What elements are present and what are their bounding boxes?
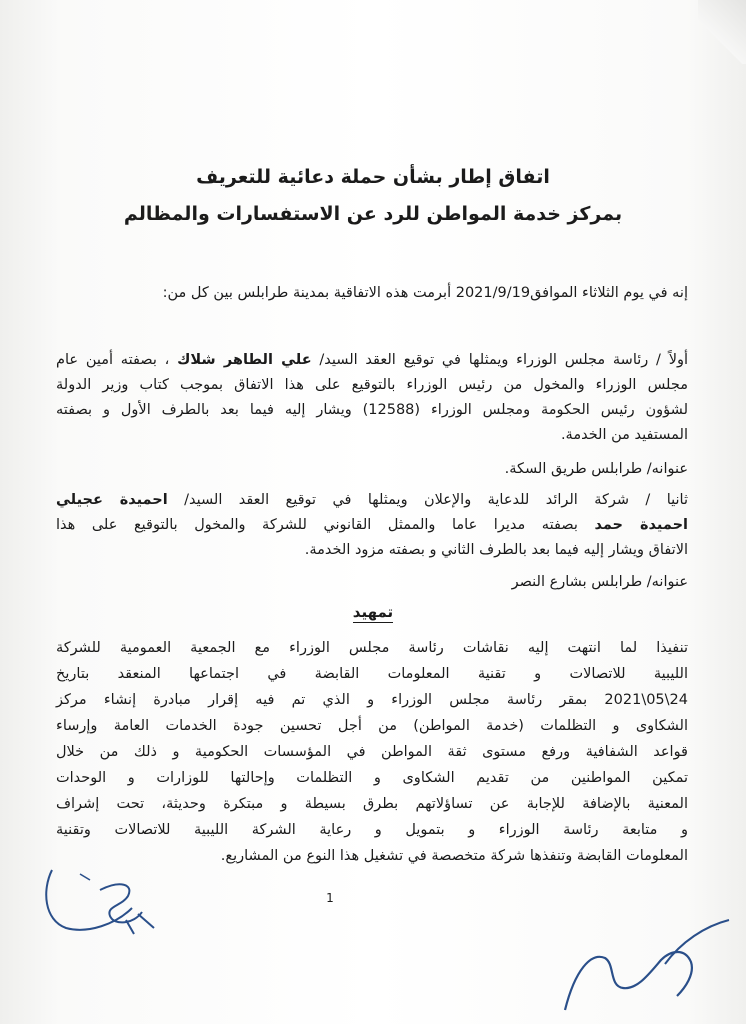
second-party-prefix: ثانيا / شركة الرائد للدعاية والإعلان ويمثلها في توقيع العقد السيد/ (167, 492, 688, 508)
preamble-line: قواعد الشفافية ورفع مستوى ثقة المواطن في المؤسسات الحكومية و ذلك من خلال (56, 744, 688, 760)
preamble-line: تمكين المواطنين من تقديم الشكاوى و التظلمات وإحالتها للوزارات و الوحدات (56, 770, 688, 786)
first-party-line-1 (56, 352, 688, 368)
signature-initials-left (30, 850, 180, 950)
preamble-line: و متابعة رئاسة الوزراء و بتمويل و رعاية الشركة الليبية للاتصالات وتقنية (56, 822, 688, 838)
preamble-line: المعنية بالإضافة للإجابة عن تساؤلاتهم بطرق بسيطة و مبتكرة وحديثة، تحت إشراف (56, 796, 688, 812)
first-party-representative-name: علي الطاهر شلاك (177, 352, 312, 368)
intro-paragraph: إنه في يوم الثلاثاء الموافق2021/9/19 أبرمت هذه الاتفاقية بمدينة طرابلس بين كل من: (162, 285, 688, 301)
second-party-line-1 (56, 492, 688, 508)
signature-right (545, 900, 745, 1024)
first-party-prefix: أولاً / رئاسة مجلس الوزراء ويمثلها في توقيع العقد السيد/ (311, 352, 688, 368)
title-line-1: اتفاق إطار بشأن حملة دعائية للتعريف (196, 166, 550, 188)
page-fold-corner (698, 0, 746, 64)
second-party-representative-name: احميدة عجيلي (56, 492, 168, 508)
preamble-line: المعلومات القابضة وتنفذها شركة متخصصة في تشغيل هذا النوع من المشاريع. (220, 848, 688, 864)
first-party-address: عنوانه/ طرابلس طريق السكة. (504, 461, 688, 477)
second-party-line-2-text: بصفته مديرا عاما والممثل القانوني للشركة والمخول بالتوقيع على هذا (56, 517, 595, 533)
preamble-heading: تمهيد (352, 603, 394, 621)
first-party-line-2: مجلس الوزراء والمخول من رئيس الوزراء بالتوقيع على هذا الاتفاق بموجب كتاب وزير الدولة (56, 377, 688, 393)
preamble-line: الليبية للاتصالات و تقنية المعلومات القابضة في اجتماعها المنعقد بتاريخ (56, 666, 688, 682)
first-party-suffix: ، بصفته أمين عام (56, 352, 178, 368)
second-party-line-3: الاتفاق ويشار إليه فيما بعد بالطرف الثاني و بصفته مزود الخدمة. (304, 542, 688, 558)
second-party-address: عنوانه/ طرابلس بشارع النصر (511, 574, 688, 590)
second-party-line-2 (56, 517, 688, 533)
preamble-line: 24\05\2021 بمقر رئاسة مجلس الوزراء و الذي تم فيه إقرار مبادرة إنشاء مركز (56, 692, 688, 708)
first-party-line-3: لشؤون رئيس الحكومة ومجلس الوزراء (12588) ويشار إليه فيما بعد بالطرف الأول و بصفته (56, 402, 688, 418)
title-line-2: بمركز خدمة المواطن للرد عن الاستفسارات والمظالم (123, 203, 623, 225)
page-number: 1 (326, 891, 334, 905)
second-party-representative-surname: احميدة حمد (594, 517, 688, 533)
preamble-line: تنفيذا لما انتهت إليه نقاشات رئاسة مجلس الوزراء مع الجمعية العمومية للشركة (56, 640, 688, 656)
first-party-line-4: المستفيد من الخدمة. (560, 427, 688, 443)
preamble-line: الشكاوى و التظلمات (خدمة المواطن) من أجل تحسين جودة الخدمات العامة وإرساء (56, 718, 688, 734)
